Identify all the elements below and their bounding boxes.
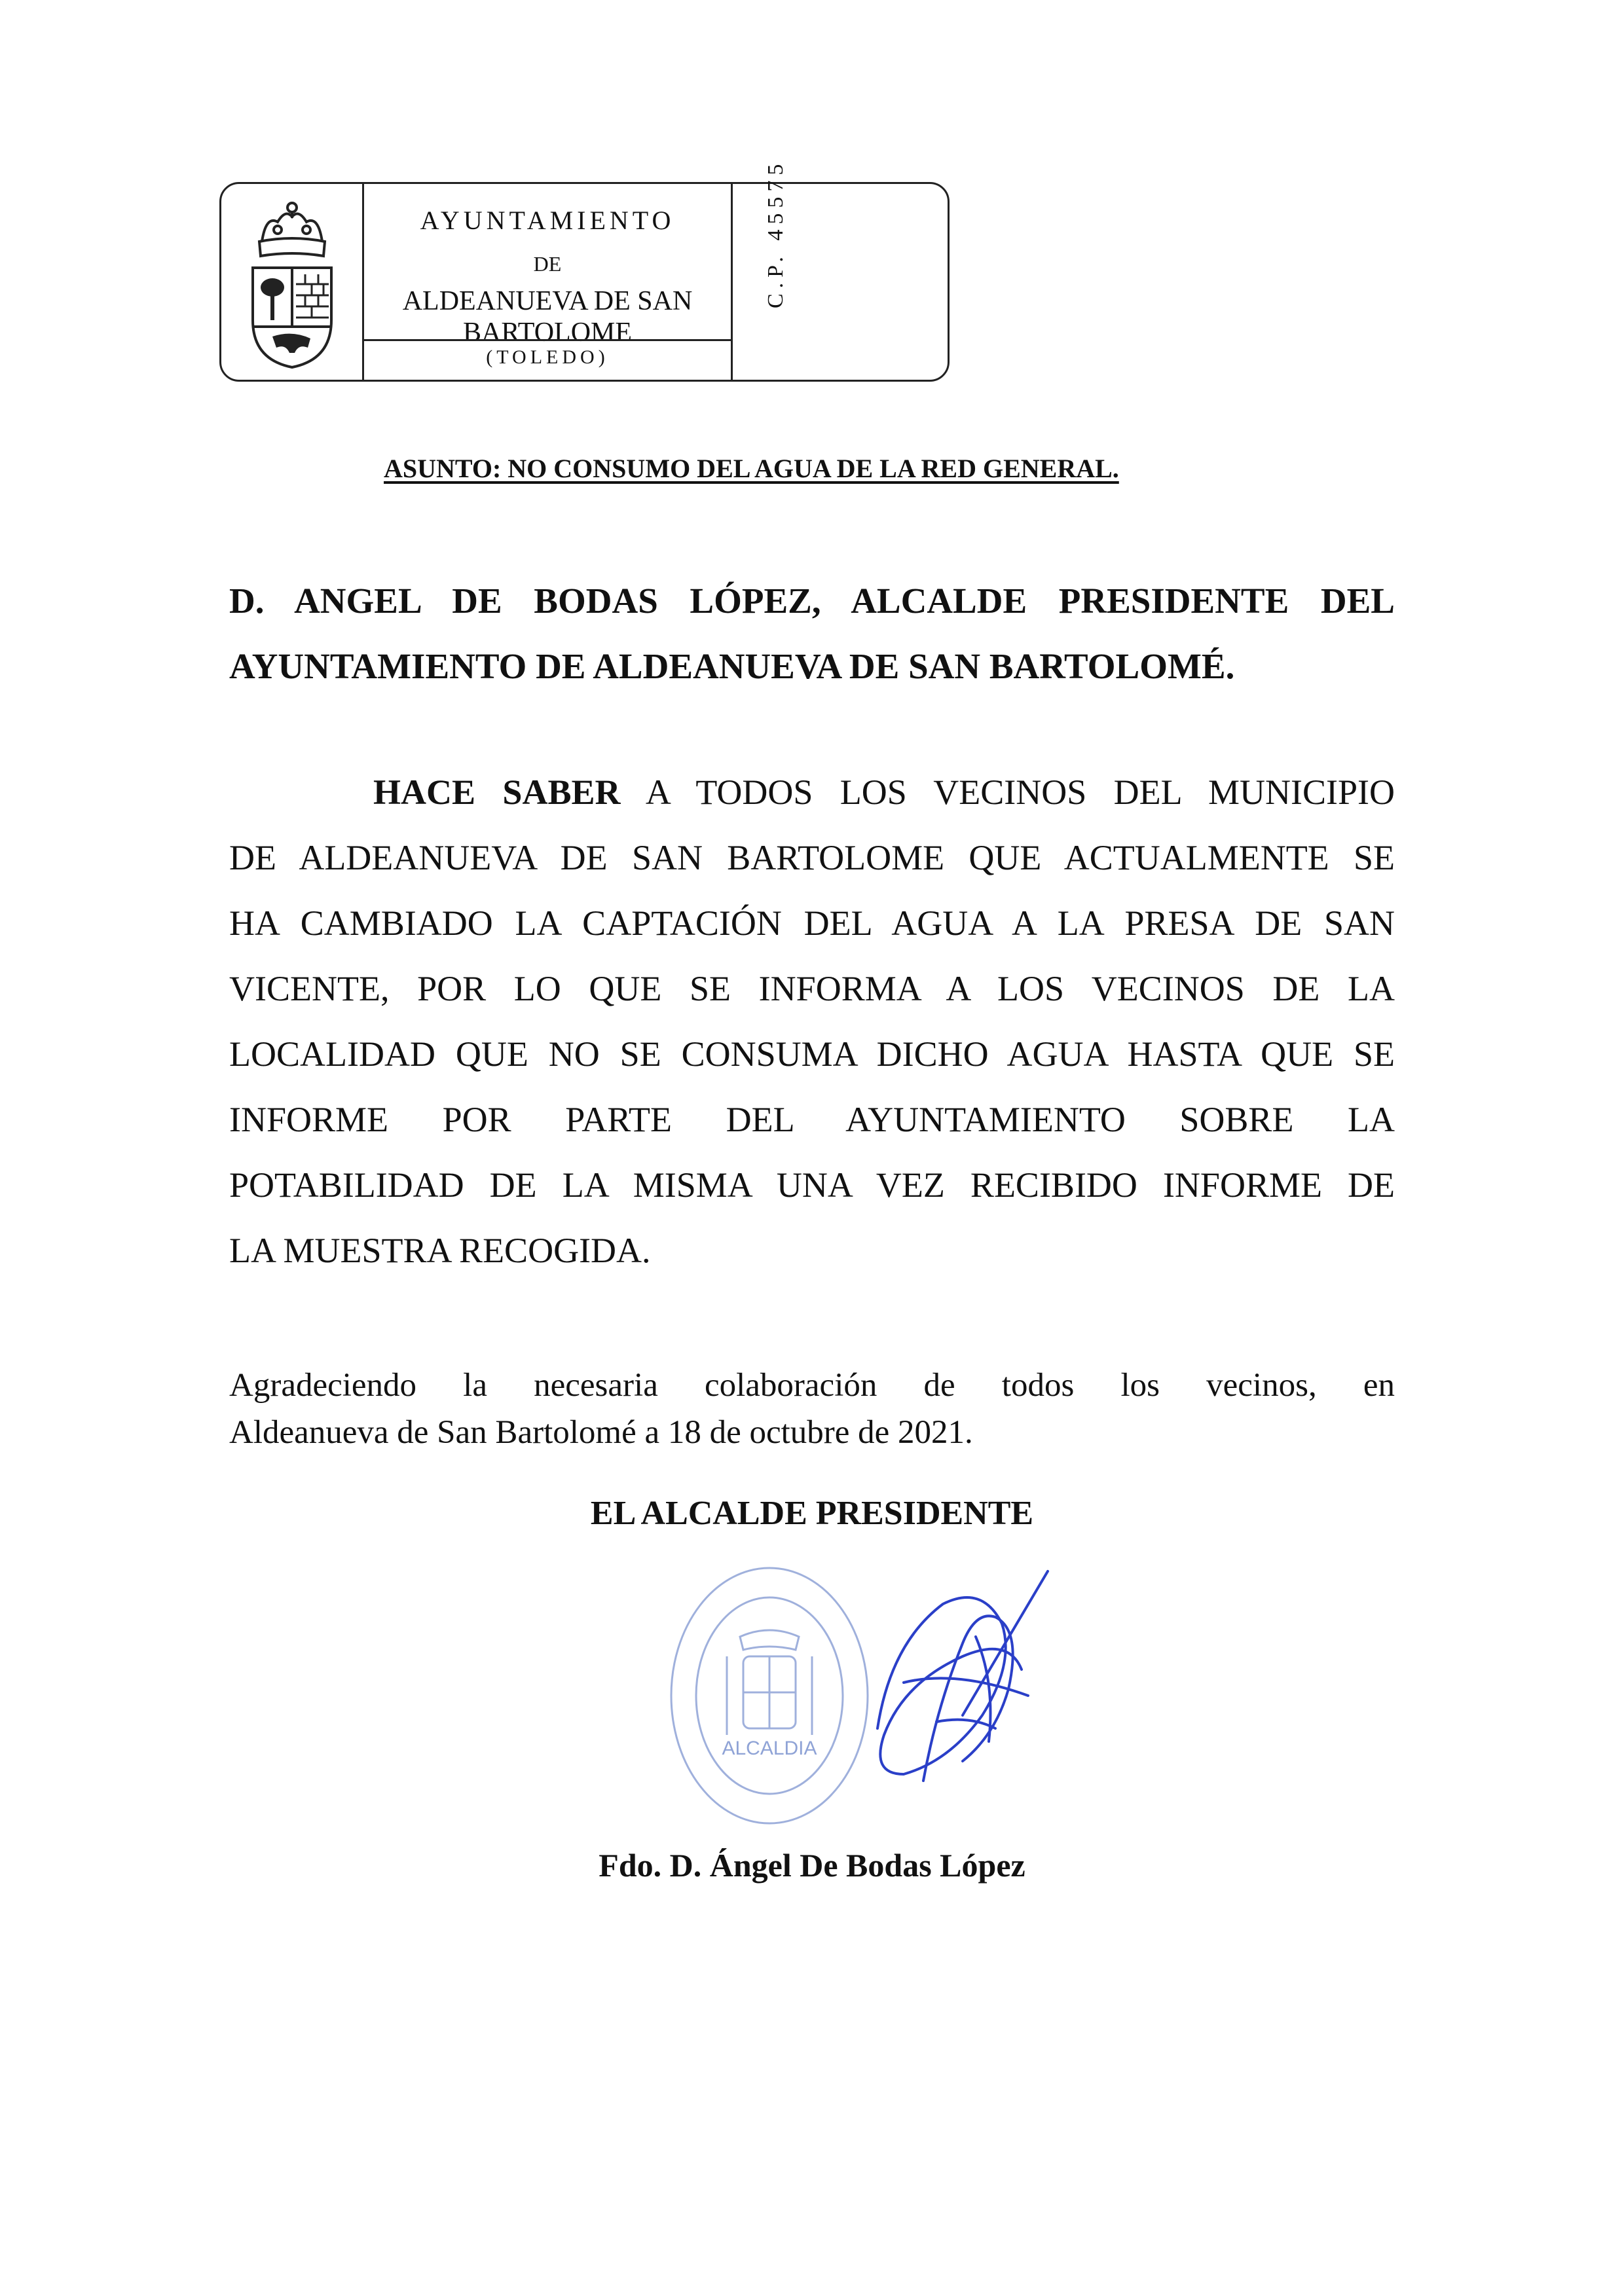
- notice-line1-rest: A TODOS LOS VECINOS DEL MUNICIPIO: [620, 773, 1395, 812]
- heading: [229, 568, 1395, 699]
- notice-line4: VICENTE, POR LO QUE SE INFORMA A LOS VECINOS DE LA: [229, 969, 1395, 1008]
- notice-line3: HA CAMBIADO LA CAPTACIÓN DEL AGUA A LA PRESA DE SAN: [229, 903, 1395, 943]
- letterhead-divider: [364, 339, 731, 341]
- subject-line: ASUNTO: NO CONSUMO DEL AGUA DE LA RED GENERAL.: [384, 454, 1119, 483]
- letterhead-line3: ALDEANUEVA DE SAN BARTOLOME: [402, 286, 693, 348]
- letterhead: [219, 158, 950, 382]
- heading-line1: D. ANGEL DE BODAS LÓPEZ, ALCALDE PRESIDENTE DEL: [229, 581, 1395, 621]
- closing-line1: Agradeciendo la necesaria colaboración de todos los vecinos, en: [229, 1367, 1395, 1404]
- stamp-center-text: ALCALDIA: [722, 1738, 817, 1759]
- letterhead-line4: (TOLEDO): [486, 346, 609, 368]
- postal-code-divider: [731, 184, 733, 380]
- crest-cell: [221, 184, 364, 380]
- postal-code: C.P. 45575: [764, 158, 788, 308]
- notice-line1: [229, 759, 1395, 825]
- notice-line6: INFORME POR PARTE DEL AYUNTAMIENTO SOBRE LA: [229, 1100, 1395, 1139]
- postal-code-cell: [731, 158, 950, 380]
- letterhead-line1: AYUNTAMIENTO: [420, 206, 675, 235]
- notice-lead: HACE SABER: [373, 773, 621, 812]
- handwritten-signature: [864, 1565, 1080, 1813]
- closing-paragraph: [229, 1362, 1395, 1456]
- signer-title: EL ALCALDE PRESIDENTE: [590, 1495, 1034, 1532]
- notice-line8: LA MUESTRA RECOGIDA.: [229, 1231, 651, 1270]
- heading-line2: AYUNTAMIENTO DE ALDEANUEVA DE SAN BARTOLOMÉ.: [229, 646, 1235, 686]
- official-stamp-icon: [661, 1558, 877, 1833]
- notice-line2: DE ALDEANUEVA DE SAN BARTOLOME QUE ACTUALMENTE SE: [229, 838, 1395, 877]
- closing-line2: Aldeanueva de San Bartolomé a 18 de octubre de 2021.: [229, 1414, 973, 1451]
- notice-line5: LOCALIDAD QUE NO SE CONSUMA DICHO AGUA HASTA QUE SE: [229, 1034, 1395, 1074]
- coat-of-arms-icon: [240, 196, 344, 373]
- letterhead-text: [364, 184, 731, 380]
- signer-name: Fdo. D. Ángel De Bodas López: [599, 1847, 1025, 1884]
- notice-paragraph: [229, 759, 1395, 1283]
- notice-line7: POTABILIDAD DE LA MISMA UNA VEZ RECIBIDO INFORME DE: [229, 1165, 1395, 1205]
- letterhead-line2: DE: [533, 252, 562, 276]
